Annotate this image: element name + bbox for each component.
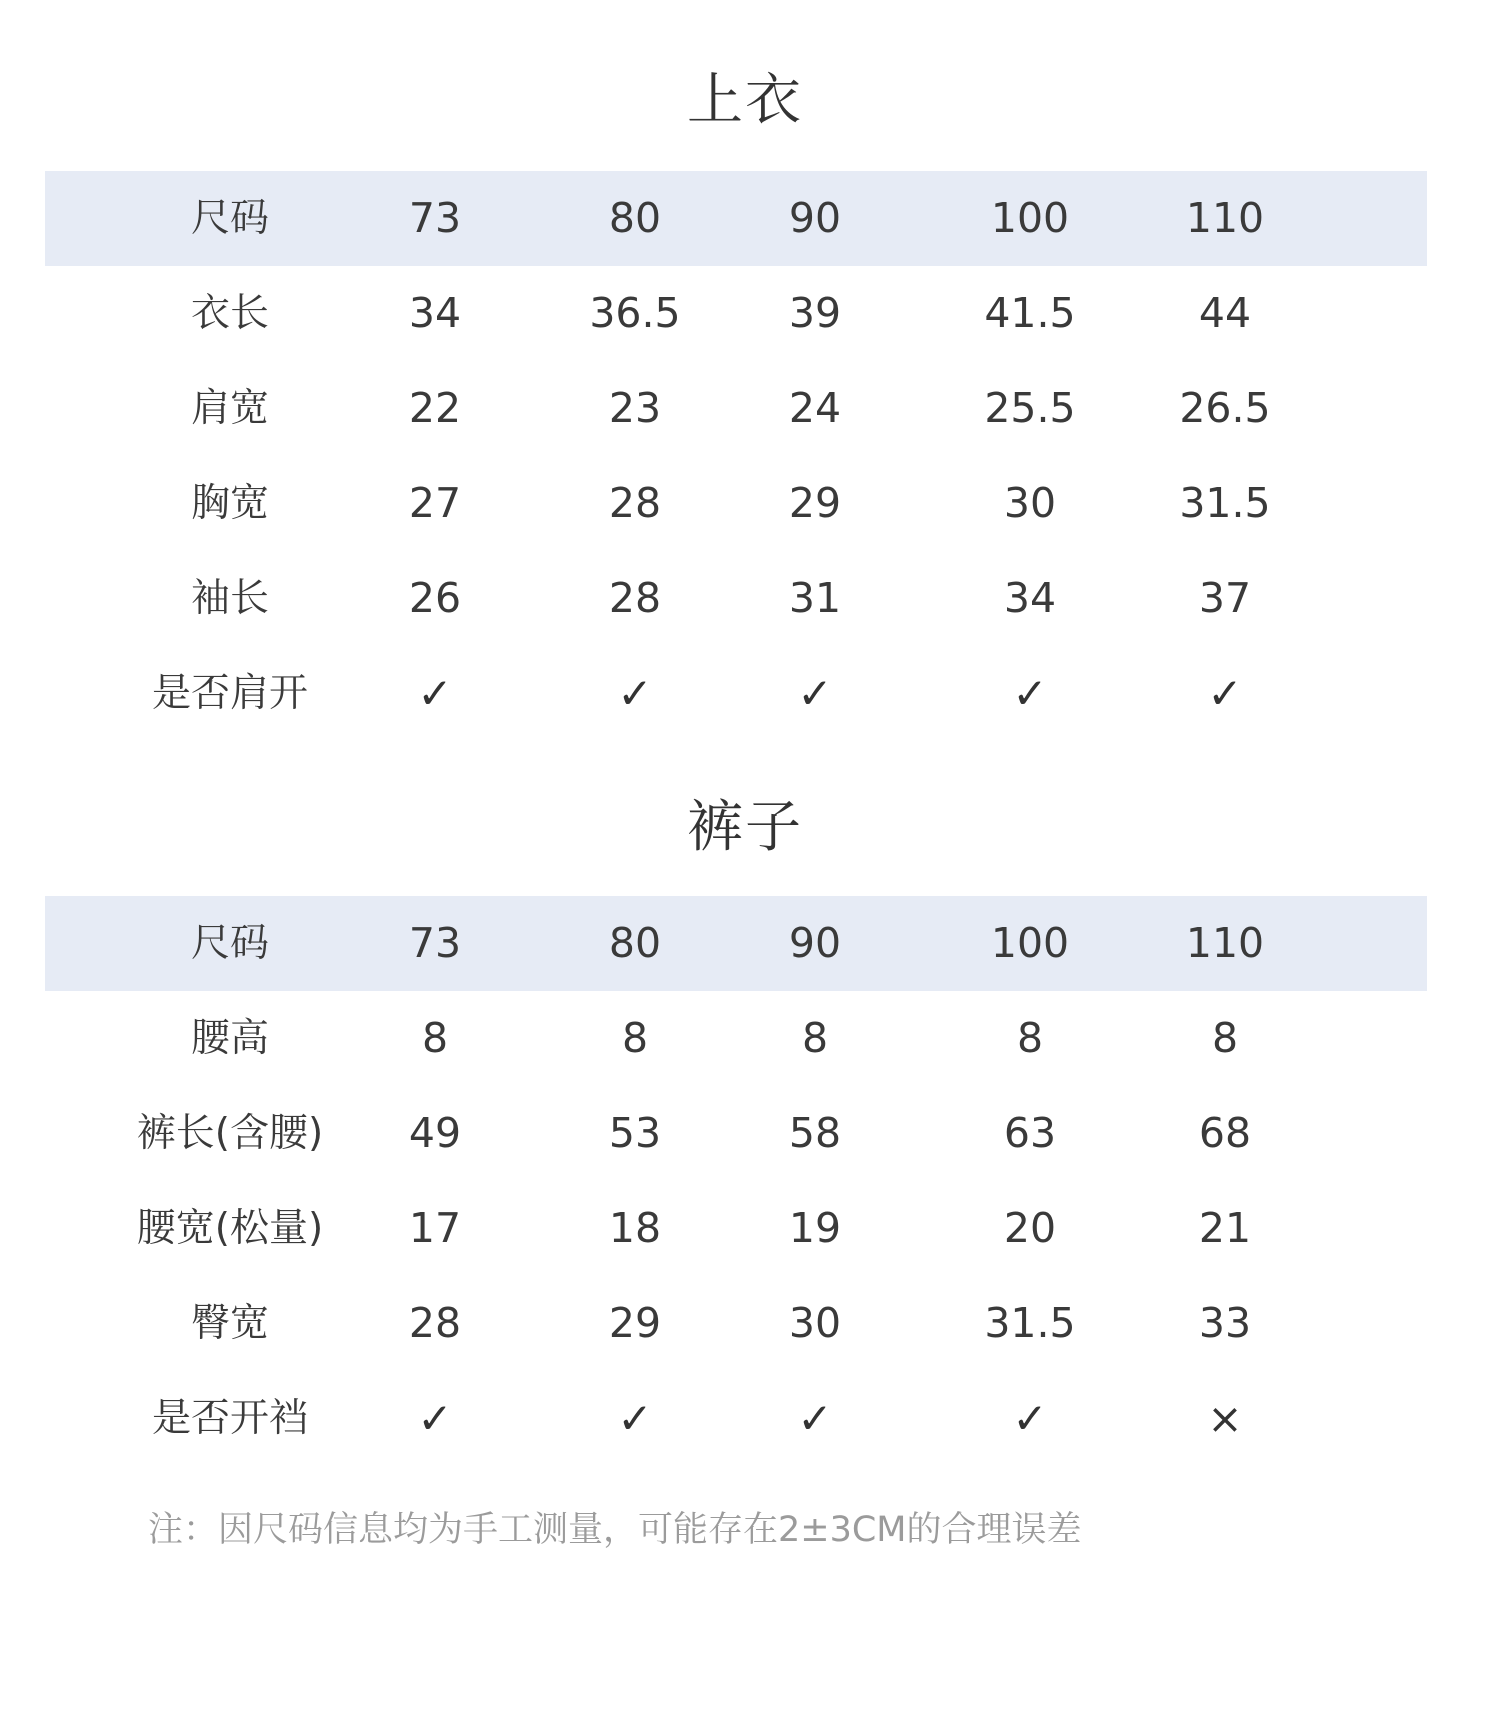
header-cell: 100 [990,194,1070,242]
header-cell: 73 [408,919,462,967]
cross-mark-icon: × [1207,1394,1243,1443]
table-cell: 8 [1211,1014,1239,1062]
pants-title: 裤子 [687,795,803,860]
table-row [45,991,1427,1086]
table-cell: 20 [1003,1204,1057,1252]
table-cell: 30 [788,1299,842,1347]
row-label: 衣长 [190,291,269,336]
check-mark-icon: ✓ [1012,669,1048,718]
table-cell: 29 [608,1299,662,1347]
measurement-note: 注：因尺码信息均为手工测量，可能存在2±3CM的合理误差 [148,1510,1082,1550]
row-label: 袖长 [190,576,269,621]
pants-header-row [45,896,1427,991]
table-cell: 34 [408,289,462,337]
table-cell: 44 [1198,289,1252,337]
row-label: 腰高 [190,1016,269,1061]
check-mark-icon: ✓ [417,669,453,718]
table-cell: 63 [1003,1109,1057,1157]
table-cell: 34 [1003,574,1057,622]
table-cell: 39 [788,289,842,337]
table-row [45,1181,1427,1276]
check-mark-icon: ✓ [797,1394,833,1443]
check-mark-icon: ✓ [1012,1394,1048,1443]
table-cell: 23 [608,384,662,432]
table-row [45,1371,1427,1466]
table-cell: 21 [1198,1204,1252,1252]
table-cell: 37 [1198,574,1252,622]
header-cell: 73 [408,194,462,242]
table-cell: 22 [408,384,462,432]
header-cell: 100 [990,919,1070,967]
table-cell: 33 [1198,1299,1252,1347]
tops-title: 上衣 [687,68,803,133]
table-cell: 49 [408,1109,462,1157]
row-label: 臀宽 [190,1301,269,1346]
header-cell: 90 [788,194,842,242]
table-cell: 18 [608,1204,662,1252]
table-cell: 28 [408,1299,462,1347]
table-cell: 27 [408,479,462,527]
header-cell: 80 [608,194,662,242]
table-cell: 8 [621,1014,649,1062]
header-cell: 90 [788,919,842,967]
table-cell: 31.5 [984,1299,1076,1347]
table-cell: 8 [1016,1014,1044,1062]
check-mark-icon: ✓ [417,1394,453,1443]
table-cell: 68 [1198,1109,1252,1157]
table-cell: 29 [788,479,842,527]
table-cell: 26 [408,574,462,622]
check-mark-icon: ✓ [617,669,653,718]
tops-header-row [45,171,1427,266]
table-cell: 24 [788,384,842,432]
table-cell: 26.5 [1179,384,1271,432]
tops-size-table [45,171,1427,741]
header-cell: 110 [1185,194,1265,242]
table-row [45,456,1427,551]
row-label: 是否开裆 [151,1396,308,1441]
table-cell: 8 [421,1014,449,1062]
header-cell-size: 尺码 [190,921,269,966]
table-row [45,1276,1427,1371]
table-row [45,266,1427,361]
table-row [45,361,1427,456]
row-label: 腰宽(松量) [136,1206,324,1251]
table-cell: 53 [608,1109,662,1157]
table-row [45,1086,1427,1181]
table-cell: 58 [788,1109,842,1157]
table-cell: 30 [1003,479,1057,527]
table-row [45,646,1427,741]
table-cell: 41.5 [984,289,1076,337]
header-cell: 110 [1185,919,1265,967]
row-label: 胸宽 [190,481,269,526]
table-cell: 8 [801,1014,829,1062]
row-label: 裤长(含腰) [136,1111,324,1156]
pants-size-table [45,896,1427,1466]
table-cell: 36.5 [589,289,681,337]
table-cell: 31.5 [1179,479,1271,527]
check-mark-icon: ✓ [797,669,833,718]
row-label: 肩宽 [190,386,269,431]
table-cell: 31 [788,574,842,622]
header-cell-size: 尺码 [190,196,269,241]
table-cell: 28 [608,479,662,527]
check-mark-icon: ✓ [1207,669,1243,718]
row-label: 是否肩开 [151,671,308,716]
table-cell: 28 [608,574,662,622]
table-cell: 17 [408,1204,462,1252]
table-cell: 19 [788,1204,842,1252]
table-cell: 25.5 [984,384,1076,432]
table-row [45,551,1427,646]
header-cell: 80 [608,919,662,967]
check-mark-icon: ✓ [617,1394,653,1443]
